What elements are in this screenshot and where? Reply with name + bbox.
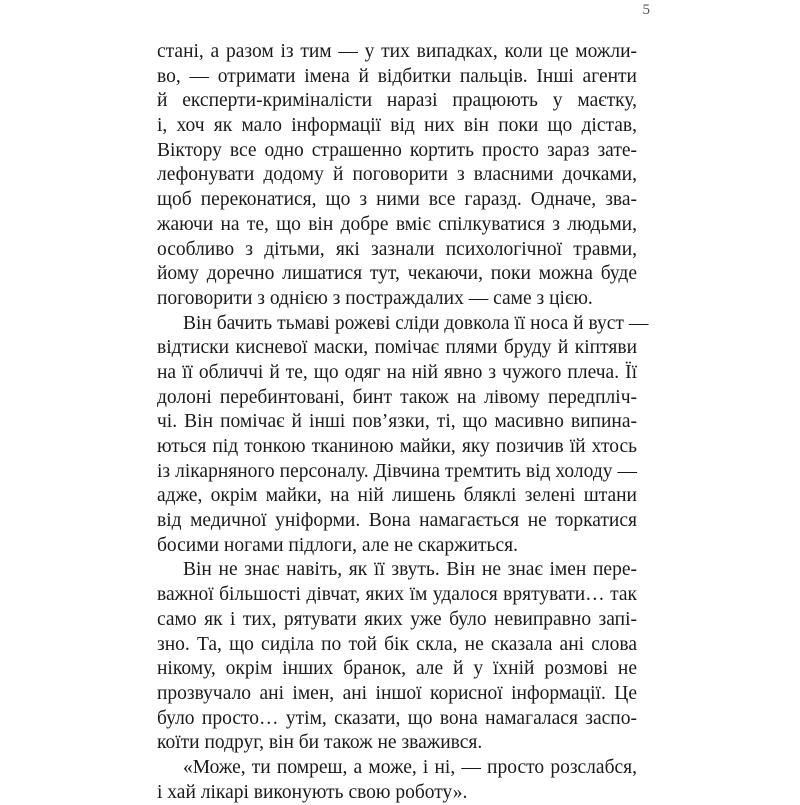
text-line: Він бачить тьмаві рожеві сліди довкола її носа й вуст — — [183, 312, 649, 334]
text-line: стані, а разом із тим — у тих випадках, коли це можли- — [157, 41, 637, 62]
text-line: долоні перебинтовані, бинт також на лівому передпліч- — [157, 386, 637, 408]
text-line: ються під тонкою тканиною майки, яку позичив їй хтось — [157, 436, 637, 457]
text-line: во, — отримати імена й відбитки пальців. Інші агенти — [157, 65, 637, 87]
text-line: само як і тих, рятувати яких уже було невиправно запі- — [157, 608, 637, 630]
text-line: від медичної уніформи. Вона намагається не торкатися — [157, 510, 637, 532]
text-line: босими ногами підлоги, але не скаржиться. — [157, 534, 518, 556]
text-line: на її обличчі й те, що одяг на ній явно з чужого плеча. Її — [157, 361, 637, 383]
page-number: 5 — [642, 2, 650, 18]
paragraph — [157, 756, 637, 805]
text-line: коїти подруг, він би також не зважився. — [157, 732, 483, 754]
text-line: жаючи на те, що він добре вміє спілкуватися з людьми, — [157, 213, 637, 235]
text-line: лефонувати додому й поговорити з власними дочками, — [157, 164, 637, 186]
paragraph — [157, 558, 637, 756]
text-line: і, хоч як мало інформації від них він поки що дістав, — [157, 115, 637, 137]
text-line: зно. Та, що сиділа по той бік скла, не сказала ані слова — [157, 633, 637, 655]
paragraph — [157, 312, 649, 559]
text-line: прозвучало ані імен, ані іншої корисної інформації. Це — [157, 682, 637, 704]
text-line: щоб переконатися, що з ними все гаразд. Одначе, зва- — [157, 189, 637, 211]
text-line: особливо з дітьми, які зазнали психологічної травми, — [157, 238, 637, 260]
text-line: відтиски кисневої маски, помічає плями бруду й кіптяви — [157, 337, 637, 359]
paragraph — [157, 40, 637, 312]
text-line: Віктору все одно страшенно кортить просто зараз зате- — [157, 139, 637, 161]
text-line: «Може, ти помреш, а може, і ні, — просто розслабся, — [183, 756, 637, 778]
text-line: Він не знає навіть, як її звуть. Він не знає імен пере- — [183, 559, 637, 581]
text-line: чі. Він помічає й інші пов’язки, ті, що масивно випина- — [157, 411, 637, 433]
text-line: адже, окрім майки, на ній лишень бляклі зелені штани — [157, 485, 637, 507]
text-line: нікому, окрім інших бранок, але й у їхній розмові не — [157, 658, 637, 680]
text-line: поговорити з однією з постраждалих — саме з цією. — [157, 287, 593, 309]
body-text — [157, 40, 649, 805]
text-line: важної більшості дівчат, яких їм удалося врятувати… так — [157, 584, 637, 606]
text-line: і хай лікарі виконують свою роботу». — [157, 781, 468, 803]
text-line: й експерти-криміналісти наразі працюють у маєтку, — [157, 90, 637, 112]
text-line: було просто… утім, сказати, що вона намагалася заспо- — [157, 707, 637, 729]
text-line: йому доречно лишатися тут, чекаючи, поки можна буде — [157, 263, 637, 285]
text-line: із лікарняного персоналу. Дівчина тремтить від холоду — — [157, 460, 637, 482]
